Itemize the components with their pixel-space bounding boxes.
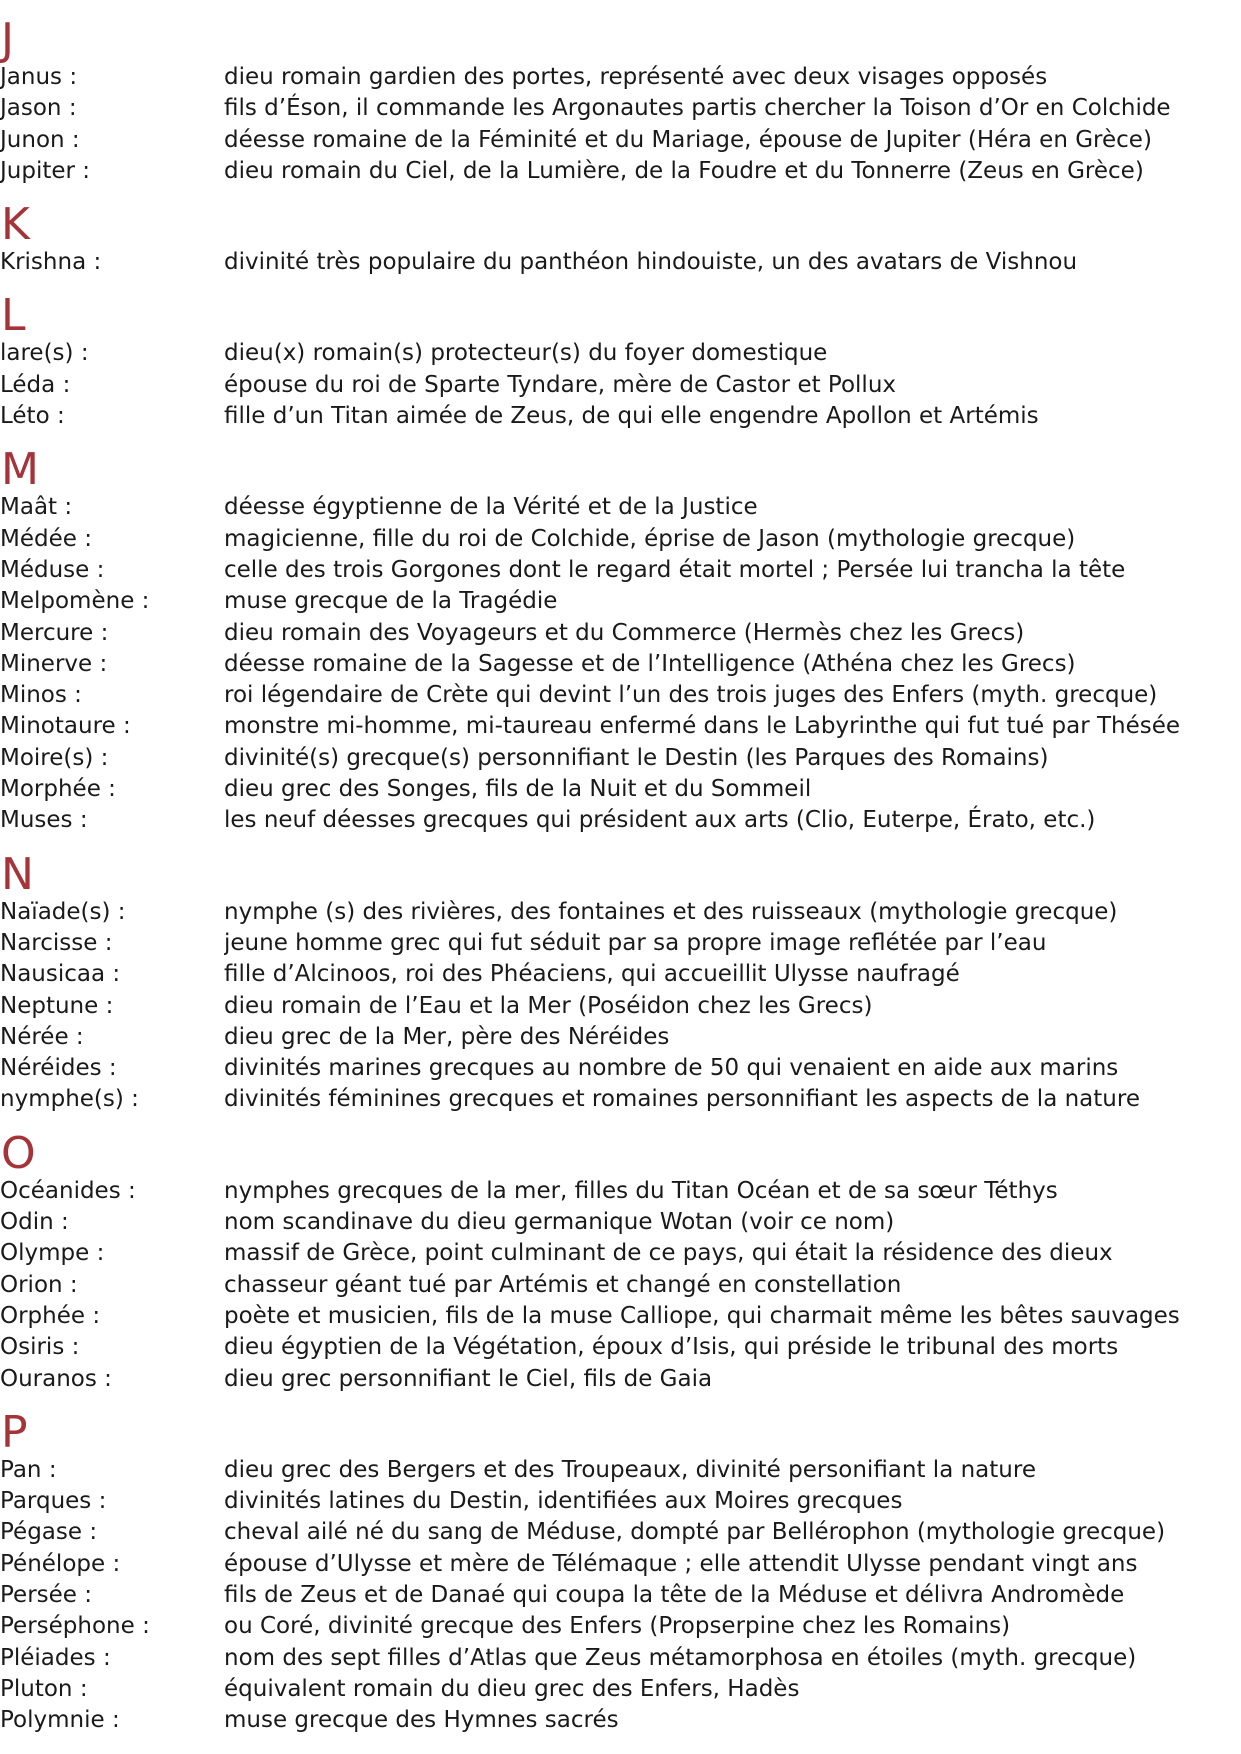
glossary-entry: [0, 680, 1241, 711]
glossary-entry: [0, 1084, 1241, 1115]
glossary-entry: [0, 370, 1241, 401]
entry-definition: magicienne, fille du roi de Colchide, éprise de Jason (mythologie grecque): [224, 525, 1076, 552]
entry-definition: poète et musicien, fils de la muse Calliope, qui charmait même les bêtes sauvages: [224, 1302, 1180, 1329]
glossary-entry: [0, 1549, 1241, 1580]
entry-term: Persée :: [0, 1581, 92, 1608]
entry-term: Jason :: [0, 95, 77, 122]
entry-definition: dieu romain gardien des portes, représenté avec deux visages opposés: [224, 64, 1048, 90]
glossary-entry: [0, 524, 1241, 555]
entry-definition: divinité(s) grecque(s) personnifiant le Destin (les Parques des Romains): [224, 744, 1049, 771]
entry-term: Mercure :: [0, 619, 109, 646]
section-letter-heading: K: [1, 199, 30, 251]
entry-term: Pléiades :: [0, 1644, 111, 1671]
entry-definition: épouse du roi de Sparte Tyndare, mère de Castor et Pollux: [224, 371, 897, 398]
entry-term: Orphée :: [0, 1302, 101, 1329]
letter-section: [0, 290, 1241, 432]
entry-term: Nérée :: [0, 1023, 84, 1050]
glossary-entry: [0, 1517, 1241, 1548]
entry-definition: nymphe (s) des rivières, des fontaines et des ruisseaux (mythologie grecque): [224, 898, 1118, 925]
entry-definition: dieu romain des Voyageurs et du Commerce (Hermès chez les Grecs): [224, 619, 1025, 646]
glossary-entry: [0, 1270, 1241, 1301]
glossary-entry: [0, 959, 1241, 990]
glossary-entry: [0, 1207, 1241, 1238]
letter-section: [0, 1127, 1241, 1395]
entry-definition: nymphes grecques de la mer, filles du Titan Océan et de sa sœur Téthys: [224, 1177, 1058, 1204]
glossary-entry: [0, 1238, 1241, 1269]
glossary-entry: [0, 897, 1241, 928]
letter-section: [0, 848, 1241, 1116]
entry-definition: chasseur géant tué par Artémis et changé en constellation: [224, 1271, 902, 1298]
entry-definition: fille d’un Titan aimée de Zeus, de qui elle engendre Apollon et Artémis: [224, 403, 1039, 430]
entry-term: Minos :: [0, 682, 82, 709]
glossary-entry: [0, 401, 1241, 432]
section-gap: [0, 432, 1241, 448]
glossary-entry: [0, 338, 1241, 369]
section-letter-heading: L: [1, 290, 26, 342]
entry-term: nymphe(s) :: [0, 1086, 139, 1113]
glossary-entry: [0, 1674, 1241, 1705]
entry-term: Océanides :: [0, 1177, 136, 1204]
glossary-entry: [0, 1705, 1241, 1736]
entry-definition: déesse romaine de la Féminité et du Mariage, épouse de Jupiter (Héra en Grèce): [224, 126, 1152, 153]
entry-definition: cheval ailé né du sang de Méduse, dompté par Bellérophon (mythologie grecque): [224, 1519, 1166, 1546]
entry-term: Léto :: [0, 403, 65, 430]
glossary-entry: [0, 1455, 1241, 1486]
section-gap: [0, 187, 1241, 203]
glossary-entry: [0, 586, 1241, 617]
glossary-entry: [0, 774, 1241, 805]
glossary-entry: [0, 1176, 1241, 1207]
entry-term: Pluton :: [0, 1675, 88, 1702]
entry-definition: roi légendaire de Crète qui devint l’un des trois juges des Enfers (myth. grecque): [224, 682, 1158, 709]
glossary-entry: [0, 1022, 1241, 1053]
entry-term: Naïade(s) :: [0, 898, 126, 925]
glossary-entry: [0, 649, 1241, 680]
glossary-entry: [0, 492, 1241, 523]
entry-definition: ou Coré, divinité grecque des Enfers (Propserpine chez les Romains): [224, 1613, 1011, 1640]
letter-section: [0, 14, 1241, 187]
section-gap: [0, 837, 1241, 853]
entry-term: Jupiter :: [0, 157, 91, 184]
glossary-entry: [0, 1364, 1241, 1395]
entry-term: Pénélope :: [0, 1550, 121, 1577]
entry-term: Nausicaa :: [0, 961, 121, 988]
section-letter-heading: P: [1, 1406, 28, 1458]
entry-definition: épouse d’Ulysse et mère de Télémaque ; elle attendit Ulysse pendant vingt ans: [224, 1550, 1138, 1577]
entry-term: Parques :: [0, 1488, 107, 1515]
entry-term: Osiris :: [0, 1334, 80, 1361]
entry-definition: nom scandinave du dieu germanique Wotan (voir ce nom): [224, 1209, 895, 1236]
entry-term: Méduse :: [0, 556, 105, 583]
entry-definition: dieu grec des Bergers et des Troupeaux, divinité personifiant la nature: [224, 1456, 1036, 1483]
section-gap: [0, 278, 1241, 294]
entry-definition: muse grecque de la Tragédie: [224, 588, 558, 615]
entry-definition: dieu grec de la Mer, père des Néréides: [224, 1023, 670, 1050]
section-letter-heading: J: [1, 14, 14, 65]
entry-term: Odin :: [0, 1209, 69, 1236]
entry-definition: dieu égyptien de la Végétation, époux d’Isis, qui préside le tribunal des morts: [224, 1334, 1119, 1361]
letter-section: [0, 1406, 1241, 1737]
entry-definition: fils d’Éson, il commande les Argonautes partis chercher la Toison d’Or en Colchide: [224, 95, 1171, 122]
entry-term: Morphée :: [0, 776, 116, 803]
entry-definition: dieu grec des Songes, fils de la Nuit et du Sommeil: [224, 776, 812, 803]
entry-term: Minotaure :: [0, 713, 131, 740]
entry-definition: muse grecque des Hymnes sacrés: [224, 1707, 619, 1734]
entry-term: Melpomène :: [0, 588, 150, 615]
entry-term: Médée :: [0, 525, 92, 552]
entry-term: Olympe :: [0, 1240, 105, 1267]
glossary-entry: [0, 1580, 1241, 1611]
entry-term: Pan :: [0, 1456, 57, 1483]
entry-definition: déesse romaine de la Sagesse et de l’Intelligence (Athéna chez les Grecs): [224, 650, 1076, 677]
entry-term: Perséphone :: [0, 1613, 150, 1640]
entry-definition: fille d’Alcinoos, roi des Phéaciens, qui accueillit Ulysse naufragé: [224, 961, 960, 988]
glossary-entry: [0, 125, 1241, 156]
entry-term: Léda :: [0, 371, 71, 398]
letter-section: [0, 199, 1241, 278]
entry-definition: jeune homme grec qui fut séduit par sa propre image reflétée par l’eau: [224, 929, 1047, 956]
glossary-entry: [0, 928, 1241, 959]
entry-definition: divinités latines du Destin, identifiées aux Moires grecques: [224, 1488, 903, 1515]
entry-term: Junon :: [0, 126, 80, 153]
glossary-entry: [0, 711, 1241, 742]
entry-term: Polymnie :: [0, 1707, 120, 1734]
entry-term: Néréides :: [0, 1055, 117, 1082]
glossary-entry: [0, 1053, 1241, 1084]
entry-term: Minerve :: [0, 650, 108, 677]
entry-term: Narcisse :: [0, 929, 113, 956]
entry-term: Krishna :: [0, 249, 102, 276]
glossary-entry: [0, 1301, 1241, 1332]
glossary-entry: [0, 618, 1241, 649]
entry-term: Maât :: [0, 494, 73, 521]
glossary-entry: [0, 93, 1241, 124]
glossary-entry: [0, 247, 1241, 278]
glossary-entry: [0, 1611, 1241, 1642]
section-letter-heading: O: [1, 1127, 36, 1179]
entry-definition: dieu romain du Ciel, de la Lumière, de la Foudre et du Tonnerre (Zeus en Grèce): [224, 157, 1144, 184]
glossary-entry: [0, 991, 1241, 1022]
entry-definition: massif de Grèce, point culminant de ce pays, qui était la résidence des dieux: [224, 1240, 1113, 1267]
glossary: [0, 14, 1241, 1736]
glossary-entry: [0, 1332, 1241, 1363]
section-letter-heading: N: [1, 848, 34, 900]
entry-term: Pégase :: [0, 1519, 98, 1546]
glossary-entry: [0, 743, 1241, 774]
glossary-entry: [0, 805, 1241, 836]
glossary-entry: [0, 555, 1241, 586]
glossary-entry: [0, 62, 1241, 93]
entry-definition: dieu grec personnifiant le Ciel, fils de Gaia: [224, 1365, 713, 1392]
section-gap: [0, 1116, 1241, 1132]
entry-definition: équivalent romain du dieu grec des Enfers, Hadès: [224, 1675, 800, 1702]
entry-definition: dieu romain de l’Eau et la Mer (Poséidon chez les Grecs): [224, 992, 873, 1019]
entry-definition: dieu(x) romain(s) protecteur(s) du foyer domestique: [224, 340, 828, 367]
entry-term: lare(s) :: [0, 340, 89, 367]
section-gap: [0, 1395, 1241, 1411]
entry-definition: divinités marines grecques au nombre de 50 qui venaient en aide aux marins: [224, 1055, 1119, 1082]
entry-definition: fils de Zeus et de Danaé qui coupa la tête de la Méduse et délivra Andromède: [224, 1581, 1125, 1608]
entry-definition: déesse égyptienne de la Vérité et de la Justice: [224, 494, 758, 521]
glossary-entry: [0, 1486, 1241, 1517]
entry-definition: celle des trois Gorgones dont le regard était mortel ; Persée lui trancha la tête: [224, 556, 1126, 583]
entry-definition: nom des sept filles d’Atlas que Zeus métamorphosa en étoiles (myth. grecque): [224, 1644, 1137, 1671]
entry-term: Orion :: [0, 1271, 78, 1298]
section-letter-heading: M: [1, 444, 39, 496]
entry-term: Neptune :: [0, 992, 114, 1019]
letter-section: [0, 444, 1241, 836]
glossary-entry: [0, 1643, 1241, 1674]
entry-term: Janus :: [0, 64, 78, 90]
entry-term: Moire(s) :: [0, 744, 109, 771]
entry-definition: les neuf déesses grecques qui président aux arts (Clio, Euterpe, Érato, etc.): [224, 807, 1096, 834]
entry-definition: monstre mi-homme, mi-taureau enfermé dans le Labyrinthe qui fut tué par Thésée: [224, 713, 1181, 740]
entry-definition: divinité très populaire du panthéon hindouiste, un des avatars de Vishnou: [224, 249, 1078, 276]
entry-term: Muses :: [0, 807, 88, 834]
entry-definition: divinités féminines grecques et romaines personnifiant les aspects de la nature: [224, 1086, 1140, 1113]
glossary-entry: [0, 156, 1241, 187]
entry-term: Ouranos :: [0, 1365, 112, 1392]
